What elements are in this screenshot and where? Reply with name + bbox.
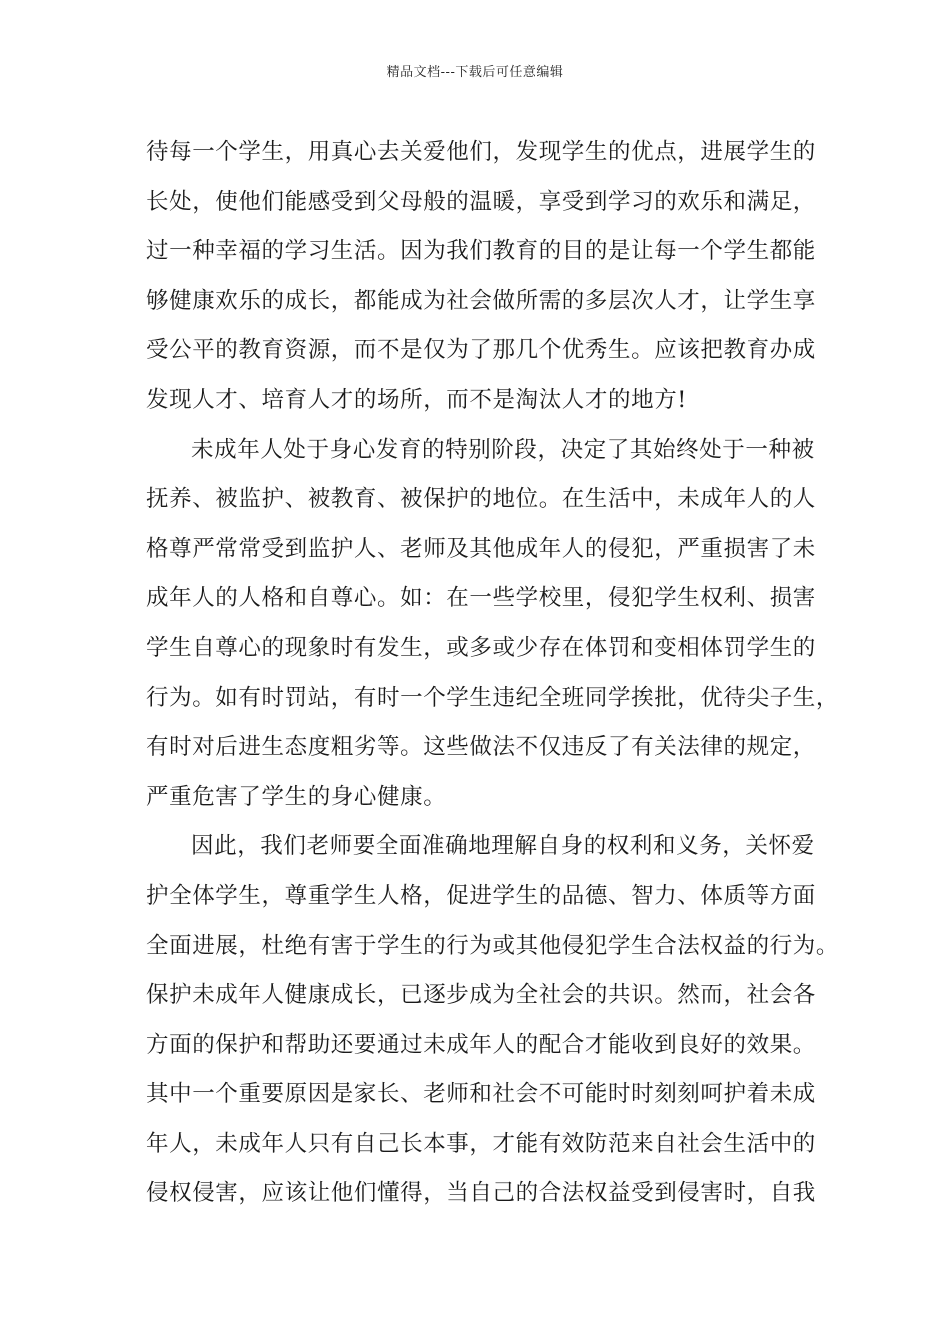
text-line: 严重危害了学生的身心健康。: [146, 783, 447, 810]
paragraph-start-line: 未成年人处于身心发育的特别阶段，决定了其始终处于一种被: [191, 436, 815, 463]
page-header: 精品文档---下载后可任意编辑: [386, 65, 564, 80]
text-line: 学生自尊心的现象时有发生，或多或少存在体罚和变相体罚学生的: [146, 634, 816, 661]
text-line: 保护未成年人健康成长，已逐步成为全社会的共识。然而，社会各: [146, 982, 816, 1009]
text-line: 有时对后进生态度粗劣等。这些做法不仅违反了有关法律的规定，: [146, 734, 816, 761]
text-line: 侵权侵害，应该让他们懂得，当自己的合法权益受到侵害时，自我: [146, 1180, 816, 1207]
text-line: 行为。如有时罚站，有时一个学生违纪全班同学挨批，优待尖子生，: [146, 684, 840, 711]
text-line: 过一种幸福的学习生活。因为我们教育的目的是让每一个学生都能: [146, 238, 816, 265]
text-line: 护全体学生，尊重学生人格，促进学生的品德、智力、体质等方面: [146, 882, 816, 909]
text-line: 够健康欢乐的成长，都能成为社会做所需的多层次人才，让学生享: [146, 287, 816, 314]
text-line: 格尊严常常受到监护人、老师及其他成年人的侵犯，严重损害了未: [146, 535, 816, 562]
text-line: 待每一个学生，用真心去关爱他们，发现学生的优点，进展学生的: [146, 139, 816, 165]
text-line: 抚养、被监护、被教育、被保护的地位。在生活中，未成年人的人: [146, 486, 816, 513]
text-line: 成年人的人格和自尊心。如：在一些学校里，侵犯学生权利、损害: [146, 585, 816, 612]
body-text: [146, 128, 840, 1219]
text-line: 长处，使他们能感受到父母般的温暖，享受到学习的欢乐和满足，: [146, 188, 816, 215]
text-line: 方面的保护和帮助还要通过未成年人的配合才能收到良好的效果。: [146, 1031, 816, 1058]
text-line: 发现人才、培育人才的场所，而不是淘汰人才的地方!: [146, 386, 687, 413]
paragraph-start-line: 因此，我们老师要全面准确地理解自身的权利和义务，关怀爱: [191, 833, 815, 860]
text-line: 全面进展，杜绝有害于学生的行为或其他侵犯学生合法权益的行为。: [146, 932, 840, 959]
text-line: 其中一个重要原因是家长、老师和社会不可能时时刻刻呵护着未成: [146, 1081, 816, 1108]
text-line: 年人，未成年人只有自己长本事，才能有效防范来自社会生活中的: [146, 1130, 816, 1157]
text-line: 受公平的教育资源，而不是仅为了那几个优秀生。应该把教育办成: [146, 337, 816, 364]
